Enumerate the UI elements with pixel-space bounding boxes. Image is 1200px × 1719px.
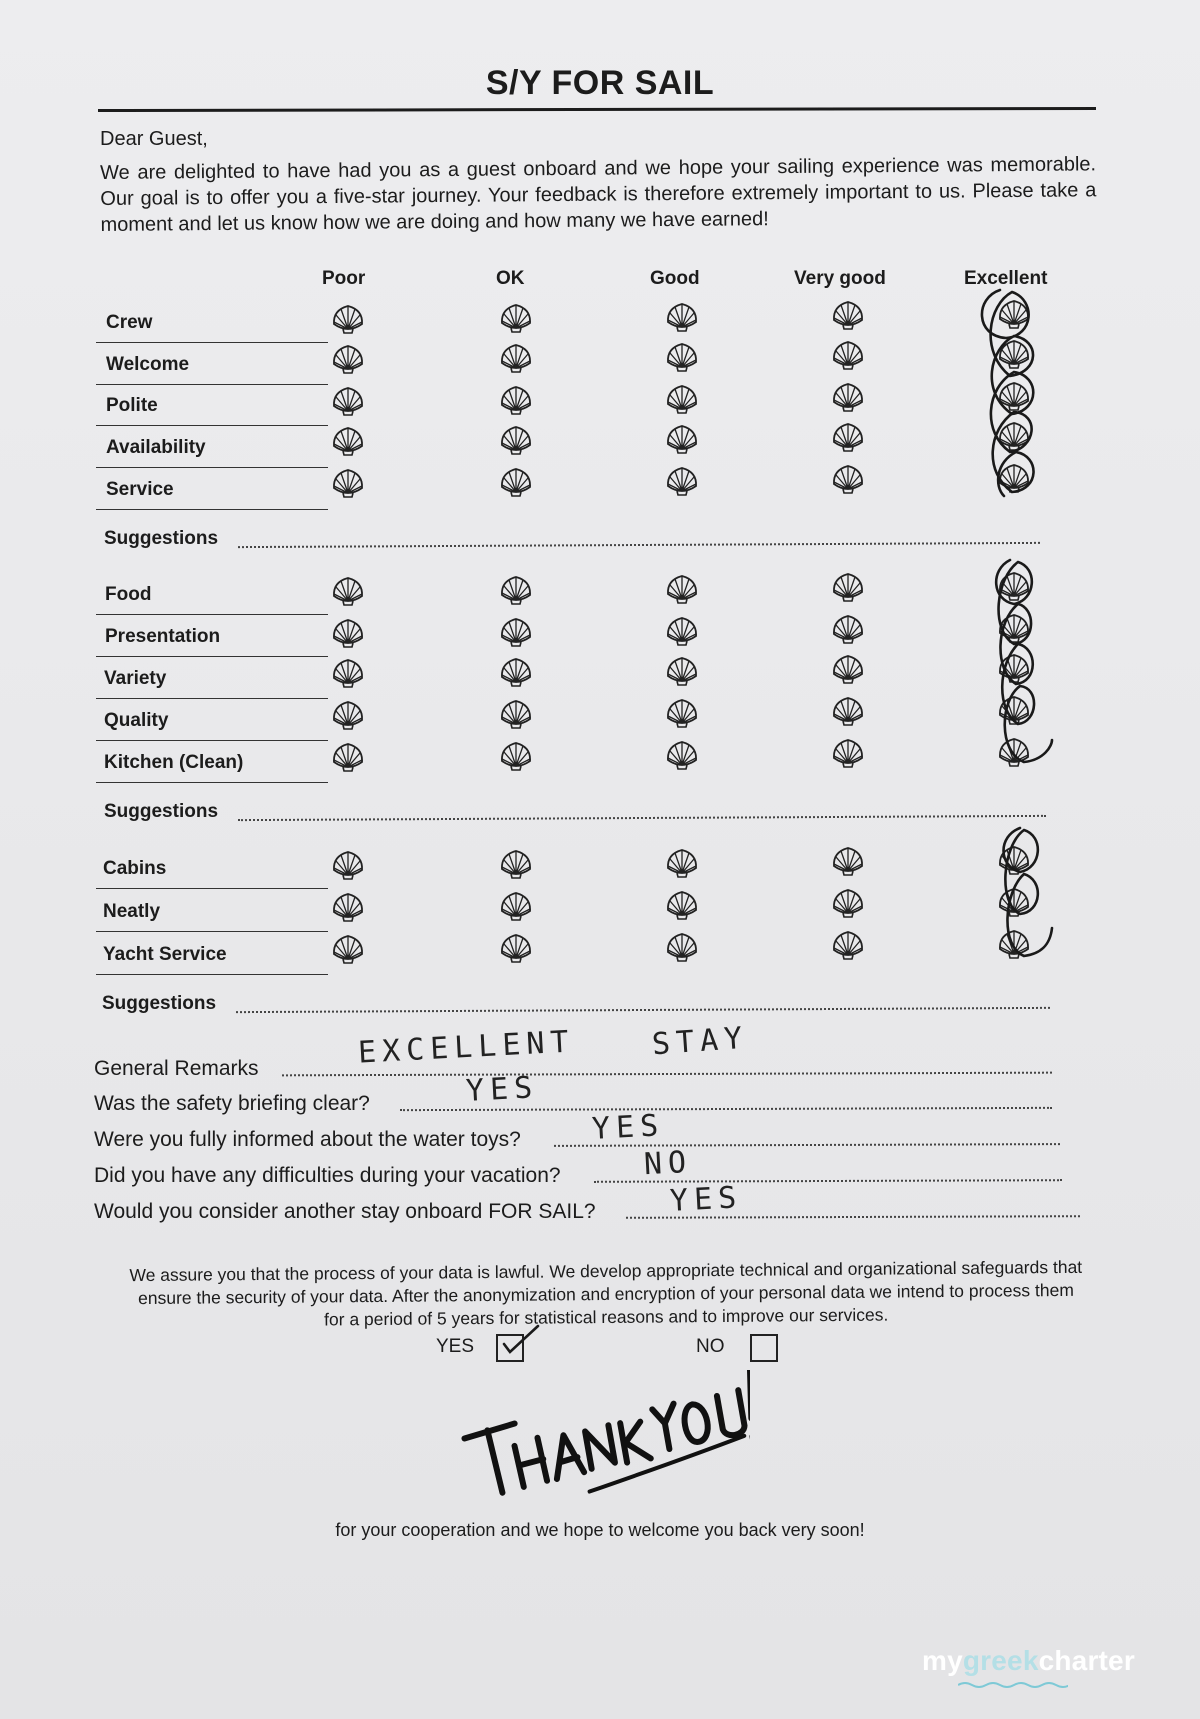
handwritten-answer: NO [643,1144,694,1183]
rating-row-label: Variety [104,668,167,689]
rating-row-label: Availability [106,437,206,458]
privacy-line: We assure you that the process of your data is lawful. We develop appropriate technical and organizational safeguards that [129,1256,1083,1286]
rating-row-label: Food [105,584,152,605]
watermark-part: my [922,1645,963,1676]
scale-header-excellent: Excellent [964,268,1048,289]
suggestions-label: Suggestions [102,993,217,1014]
intro-paragraph: We are delighted to have had you as a guest onboard and we hope your sailing experience was memorable. Our goal is to offer you a five-star journey. Your feedback is therefore extremely important to us. Please take a moment and let us know how we are doing and how many we have earned! [100,153,1097,236]
watermark-logo [922,1645,1135,1677]
privacy-line: ensure the security of your data. After the anonymization and encryption of your personal data we intend to process them [138,1279,1074,1309]
rating-row-label: Kitchen (Clean) [104,752,244,773]
suggestions-label: Suggestions [104,801,219,822]
rating-row-label: Cabins [103,858,167,879]
scale-header-very-good: Very good [794,268,886,289]
handwritten-answer: YES [591,1108,666,1147]
question-general-remarks: General Remarks [94,1057,259,1080]
handwritten-answer: YES [465,1070,540,1109]
consent-no-checkbox[interactable] [750,1334,778,1362]
question-water-toys: Were you fully informed about the water toys? [94,1128,521,1151]
rating-row-label: Polite [106,395,158,416]
consent-yes-label: YES [436,1336,475,1357]
hand-drawn-circle [996,560,1052,762]
rating-row-label: Welcome [106,354,190,375]
rating-row-label: Neatly [103,901,161,922]
rating-row-label: Crew [106,312,153,333]
question-difficulties: Did you have any difficulties during your vacation? [94,1164,561,1187]
greeting: Dear Guest, [100,128,208,150]
form-title: S/Y FOR SAIL [485,64,715,102]
thank-you-handwriting [460,1370,750,1500]
scale-header-ok: OK [496,268,525,289]
hand-drawn-circle [1004,828,1053,956]
scale-header-poor: Poor [322,268,366,289]
scale-header-good: Good [650,268,700,289]
suggestions-label: Suggestions [104,528,219,549]
check-mark-icon [494,1322,544,1364]
handwritten-answer: YES [669,1180,744,1219]
rating-row-label: Presentation [105,626,221,647]
question-safety-briefing: Was the safety briefing clear? [94,1092,370,1115]
privacy-line: for a period of 5 years for statistical reasons and to improve our services. [324,1304,889,1330]
handwritten-answer: EXCELLENT [357,1024,576,1071]
handwritten-answer: STAY [650,1020,750,1063]
rating-row-label: Quality [104,710,169,731]
watermark-part: charter [1038,1645,1135,1676]
privacy-notice [96,1256,1117,1334]
rating-row-label: Yacht Service [103,944,227,965]
question-another-stay: Would you consider another stay onboard FOR SAIL? [94,1200,596,1223]
rating-row-label: Service [106,479,174,500]
hand-drawn-circle [982,290,1034,496]
wave-icon [958,1681,1068,1689]
closing-message: for your cooperation and we hope to welcome you back very soon! [335,1520,865,1540]
consent-no-label: NO [696,1336,725,1357]
watermark-part: greek [962,1645,1039,1676]
